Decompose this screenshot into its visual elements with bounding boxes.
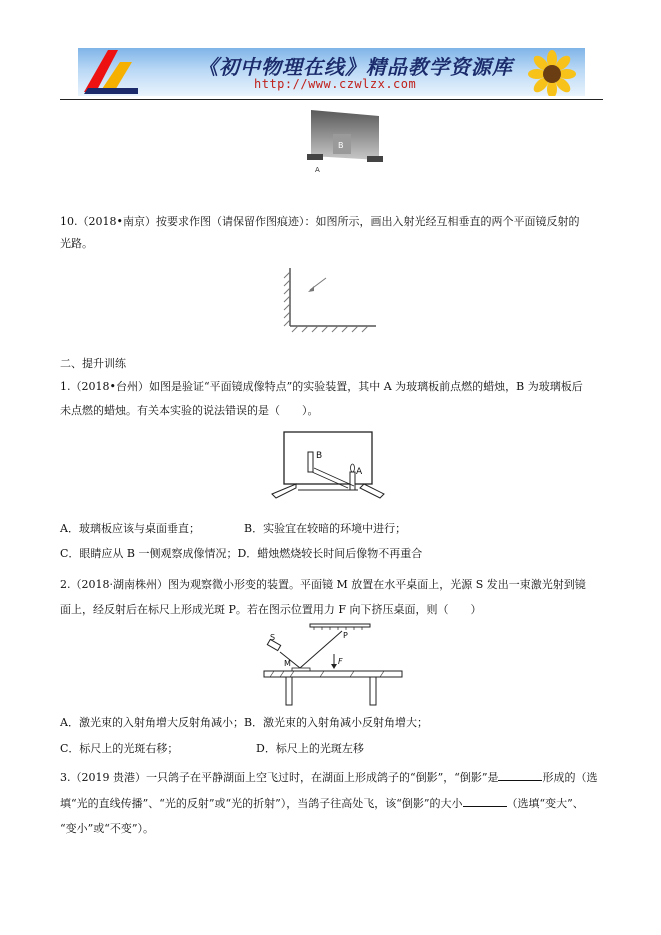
q1-line-1: 1.（2018•台州）如图是验证“平面镜成像特点”的实验装置，其中 A 为玻璃板前点燃的蜡烛，B 为玻璃板后	[60, 380, 583, 393]
banner-url: http://www.czwlzx.com	[254, 77, 417, 91]
figure-label-s: S	[270, 633, 276, 642]
q3-line-2-text-b: （选填“变大”、	[506, 797, 584, 810]
header-divider	[60, 99, 603, 100]
q1-line-2: 未点燃的蜡烛。有关本实验的说法错误的是（ ）。	[60, 404, 319, 417]
figure-label-b: B	[338, 141, 344, 150]
q3-line-1-text-a: 3.（2019 贵港）一只鸽子在平静湖面上空飞过时，在湖面上形成鸽子的“倒影”，“倒影”是	[60, 771, 499, 784]
q3-line-1	[60, 770, 597, 784]
mirror-experiment-figure	[305, 104, 385, 174]
q3-blank-1	[498, 770, 542, 781]
banner-title: 《初中物理在线》精品教学资源库	[198, 55, 513, 79]
q3-line-3: “变小”或“不变”）。	[60, 822, 154, 835]
q1-option-b: B．实验宜在较暗的环境中进行；	[244, 522, 407, 535]
candle-mirror-figure	[268, 428, 388, 504]
sunflower-icon	[518, 48, 585, 96]
q2-option-c: C．标尺上的光斑右移；	[60, 742, 179, 755]
figure-label-a: A	[315, 166, 320, 174]
q10-line-2: 光路。	[60, 237, 93, 250]
q3-line-2	[60, 796, 584, 810]
section-title: 二、提升训练	[60, 357, 126, 370]
perpendicular-mirrors-figure	[280, 262, 380, 336]
figure-label-f: F	[338, 657, 343, 666]
q2-option-d: D．标尺上的光斑左移	[256, 742, 364, 755]
figure-label-m: M	[284, 659, 291, 668]
q3-line-2-text-a: 填“光的直线传播”、“光的反射”或“光的折射”），当鸽子往高处飞，该“倒影”的大小	[60, 797, 463, 810]
q3-blank-2	[463, 796, 507, 807]
figure-label-a: A	[356, 467, 363, 477]
q10-line-1: 10.（2018•南京）按要求作图（请保留作图痕迹）：如图所示，画出入射光经互相垂直的两个平面镜反射的	[60, 215, 580, 228]
header-banner	[78, 48, 585, 96]
q1-option-a: A．玻璃板应该与桌面垂直；	[60, 522, 200, 535]
figure-label-b: B	[316, 451, 323, 461]
q2-line-2: 面上，经反射后在标尺上形成光斑 P。若在图示位置用力 F 向下挤压桌面，则（ ）	[60, 603, 482, 616]
q2-line-1: 2.（2018·湖南株州）图为观察微小形变的装置。平面镜 M 放置在水平桌面上，光源 S 发出一束激光射到镜	[60, 578, 586, 591]
figure-label-p: P	[343, 631, 348, 640]
q2-option-ab: A．激光束的入射角增大反射角减小；B．激光束的入射角减小反射角增大；	[60, 716, 429, 729]
micro-deformation-figure	[260, 618, 406, 706]
q1-option-cd: C．眼睛应从 B 一侧观察成像情况；D．蜡烛燃烧较长时间后像物不再重合	[60, 547, 423, 560]
q3-line-1-text-b: 形成的（选	[542, 771, 598, 784]
